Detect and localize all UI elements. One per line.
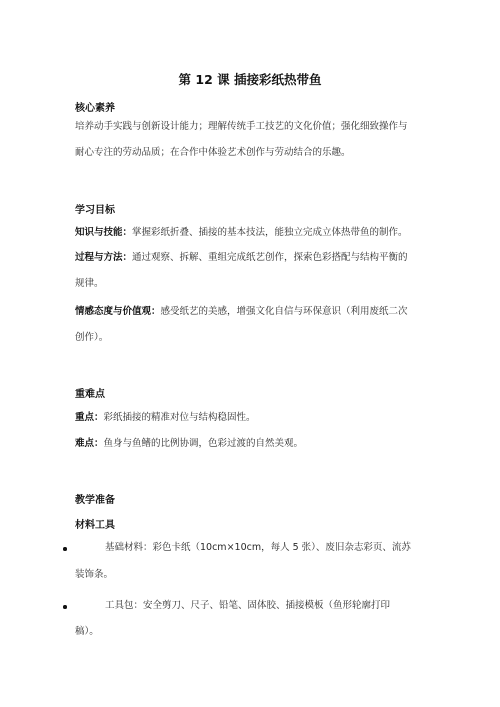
prep-item-1: 基础材料：彩色卡纸（10cm×10cm，每人 5 张）、废旧杂志彩页、流苏 [105,542,411,553]
key-difficulty [75,437,303,450]
prep-subheading: 材料工具 [75,520,115,531]
goal-process-text: 通过观察、拆解、重组完成纸艺创作，探索色彩搭配与结构平衡的 [132,252,408,263]
prep-item-2: 工具包：安全剪刀、尺子、铅笔、固体胶、插接模板（鱼形轮廓打印 [105,600,391,611]
goal-emotion-cont: 创作）。 [75,332,109,343]
key-heading: 重难点 [75,389,105,400]
goal-process-cont: 规律。 [75,278,104,289]
key-focus [75,411,256,424]
core-line-2: 耐心专注的劳动品质；在合作中体验艺术创作与劳动结合的乐趣。 [75,147,351,158]
key-difficulty-text: 鱼身与鱼鳍的比例协调，色彩过渡的自然美观。 [103,438,304,449]
prep-heading: 教学准备 [75,495,115,506]
bullet-icon [63,547,67,551]
prep-item-2-cont: 稿）。 [75,626,99,637]
goal-knowledge-label: 知识与技能： [75,227,133,238]
goal-knowledge [75,226,408,239]
bullet-icon [63,605,67,609]
core-line-1: 培养动手实践与创新设计能力；理解传统手工技艺的文化价值；强化细致操作与 [75,121,408,132]
goal-process [75,251,408,264]
goal-process-label: 过程与方法： [75,252,133,263]
key-focus-text: 彩纸插接的精准对位与结构稳固性。 [103,412,256,423]
core-heading: 核心素养 [75,103,115,114]
prep-item-1-cont: 装饰条。 [75,569,114,580]
page-title: 第 12 课 插接彩纸热带鱼 [178,72,322,87]
key-difficulty-label: 难点： [75,438,104,449]
key-focus-label: 重点： [75,412,104,423]
goal-emotion-text: 感受纸艺的美感，增强文化自信与环保意识（利用废纸二次 [160,306,408,317]
goal-emotion-label: 情感态度与价值观： [75,306,161,317]
goal-emotion [75,305,408,318]
goal-knowledge-text: 掌握彩纸折叠、插接的基本技法，能独立完成立体热带鱼的制作。 [132,227,408,238]
goals-heading: 学习目标 [75,205,115,216]
